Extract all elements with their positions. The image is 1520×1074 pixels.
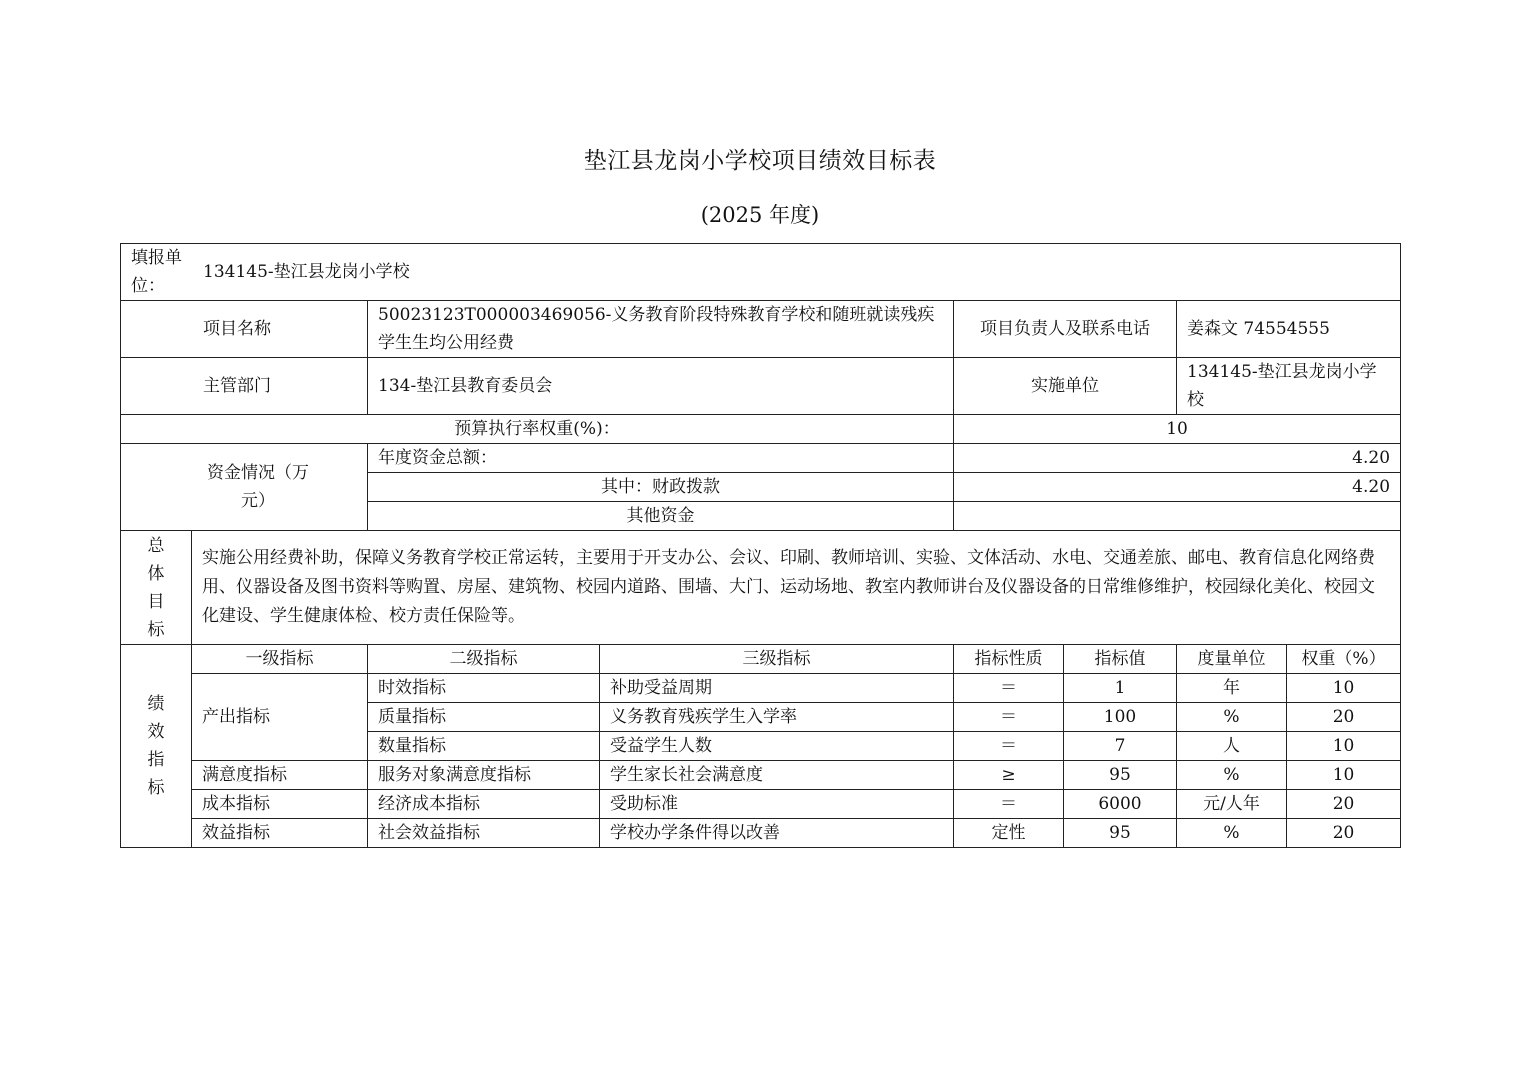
level2-cell: 时效指标 (368, 674, 600, 703)
weight-cell: 10 (1287, 674, 1401, 703)
level2-cell: 社会效益指标 (368, 819, 600, 848)
project-name-label: 项目名称 (121, 301, 368, 358)
level2-cell: 质量指标 (368, 703, 600, 732)
value-cell: 1 (1064, 674, 1177, 703)
table-row (121, 790, 1401, 819)
goal-text: 实施公用经费补助，保障义务教育学校正常运转，主要用于开支办公、会议、印刷、教师培训、实验、文体活动、水电、交通差旅、邮电、教育信息化网络费用、仪器设备及图书资料等购置、房屋、建筑物、校园内道路、围墙、大门、运动场地、教室内教师讲台及仪器设备的日常维修维护，校园绿化美化、校园文化建设、学生健康体检、校方责任保险等。 (192, 531, 1401, 645)
weight-cell: 10 (1287, 732, 1401, 761)
project-contact-label: 项目负责人及联系电话 (954, 301, 1177, 358)
level3-cell: 学生家长社会满意度 (600, 761, 954, 790)
nature-cell: ＝ (954, 790, 1064, 819)
impl-unit-value: 134145-垫江县龙岗小学校 (1177, 358, 1401, 415)
nature-cell: ＝ (954, 674, 1064, 703)
level3-cell: 受助标准 (600, 790, 954, 819)
performance-table (120, 243, 1401, 848)
nature-cell: ＝ (954, 703, 1064, 732)
funds-total-label: 年度资金总额： (368, 444, 954, 473)
nature-cell: ≥ (954, 761, 1064, 790)
table-row (121, 674, 1401, 703)
budget-row (121, 415, 1401, 444)
budget-label: 预算执行率权重(%)： (121, 415, 954, 444)
header-level2: 二级指标 (368, 645, 600, 674)
funds-fiscal-value: 4.20 (954, 473, 1401, 502)
unit-cell: 人 (1177, 732, 1287, 761)
level2-cell: 数量指标 (368, 732, 600, 761)
nature-cell: 定性 (954, 819, 1064, 848)
budget-value: 10 (954, 415, 1401, 444)
level2-cell: 服务对象满意度指标 (368, 761, 600, 790)
level2-cell: 经济成本指标 (368, 790, 600, 819)
impl-unit-label: 实施单位 (954, 358, 1177, 415)
funds-fiscal-label: 其中：财政拨款 (368, 473, 954, 502)
header-unit: 度量单位 (1177, 645, 1287, 674)
unit-cell: % (1177, 703, 1287, 732)
goal-row (121, 531, 1401, 645)
level1-cell: 成本指标 (192, 790, 368, 819)
document-title: 垫江县龙岗小学校项目绩效目标表 (583, 148, 937, 174)
level3-cell: 义务教育残疾学生入学率 (600, 703, 954, 732)
project-name-value: 50023123T000003469056-义务教育阶段特殊教育学校和随班就读残疾学生生均公用经费 (368, 301, 954, 358)
level1-cell: 效益指标 (192, 819, 368, 848)
filler-label: 填报单位： (131, 248, 182, 296)
unit-cell: 年 (1177, 674, 1287, 703)
value-cell: 6000 (1064, 790, 1177, 819)
nature-cell: ＝ (954, 732, 1064, 761)
weight-cell: 10 (1287, 761, 1401, 790)
header-level1: 一级指标 (192, 645, 368, 674)
header-level3: 三级指标 (600, 645, 954, 674)
dept-label: 主管部门 (121, 358, 368, 415)
value-cell: 95 (1064, 819, 1177, 848)
level3-cell: 受益学生人数 (600, 732, 954, 761)
level1-cell: 满意度指标 (192, 761, 368, 790)
unit-cell: % (1177, 819, 1287, 848)
header-weight: 权重（%） (1287, 645, 1401, 674)
value-cell: 95 (1064, 761, 1177, 790)
value-cell: 7 (1064, 732, 1177, 761)
unit-cell: 元/人年 (1177, 790, 1287, 819)
filler-value: 134145-垫江县龙岗小学校 (203, 262, 410, 282)
header-value: 指标值 (1064, 645, 1177, 674)
project-contact-value: 姜森文 74554555 (1177, 301, 1401, 358)
unit-cell: % (1177, 761, 1287, 790)
weight-cell: 20 (1287, 819, 1401, 848)
indicator-header-row (121, 645, 1401, 674)
funds-label: 资金情况（万元） (207, 463, 309, 511)
level3-cell: 学校办学条件得以改善 (600, 819, 954, 848)
filler-row (121, 244, 1401, 301)
weight-cell: 20 (1287, 703, 1401, 732)
document-subtitle: (2025 年度) (700, 203, 820, 227)
value-cell: 100 (1064, 703, 1177, 732)
dept-row (121, 358, 1401, 415)
goal-label: 总体目标 (147, 535, 165, 640)
funds-total-row (121, 444, 1401, 473)
funds-total-value: 4.20 (954, 444, 1401, 473)
table-row (121, 761, 1401, 790)
funds-other-label: 其他资金 (368, 502, 954, 531)
indicator-label: 绩效指标 (147, 694, 165, 798)
level1-cell: 产出指标 (192, 674, 368, 761)
weight-cell: 20 (1287, 790, 1401, 819)
project-row (121, 301, 1401, 358)
header-nature: 指标性质 (954, 645, 1064, 674)
dept-value: 134-垫江县教育委员会 (368, 358, 954, 415)
table-row (121, 819, 1401, 848)
level3-cell: 补助受益周期 (600, 674, 954, 703)
funds-other-value (954, 502, 1401, 531)
